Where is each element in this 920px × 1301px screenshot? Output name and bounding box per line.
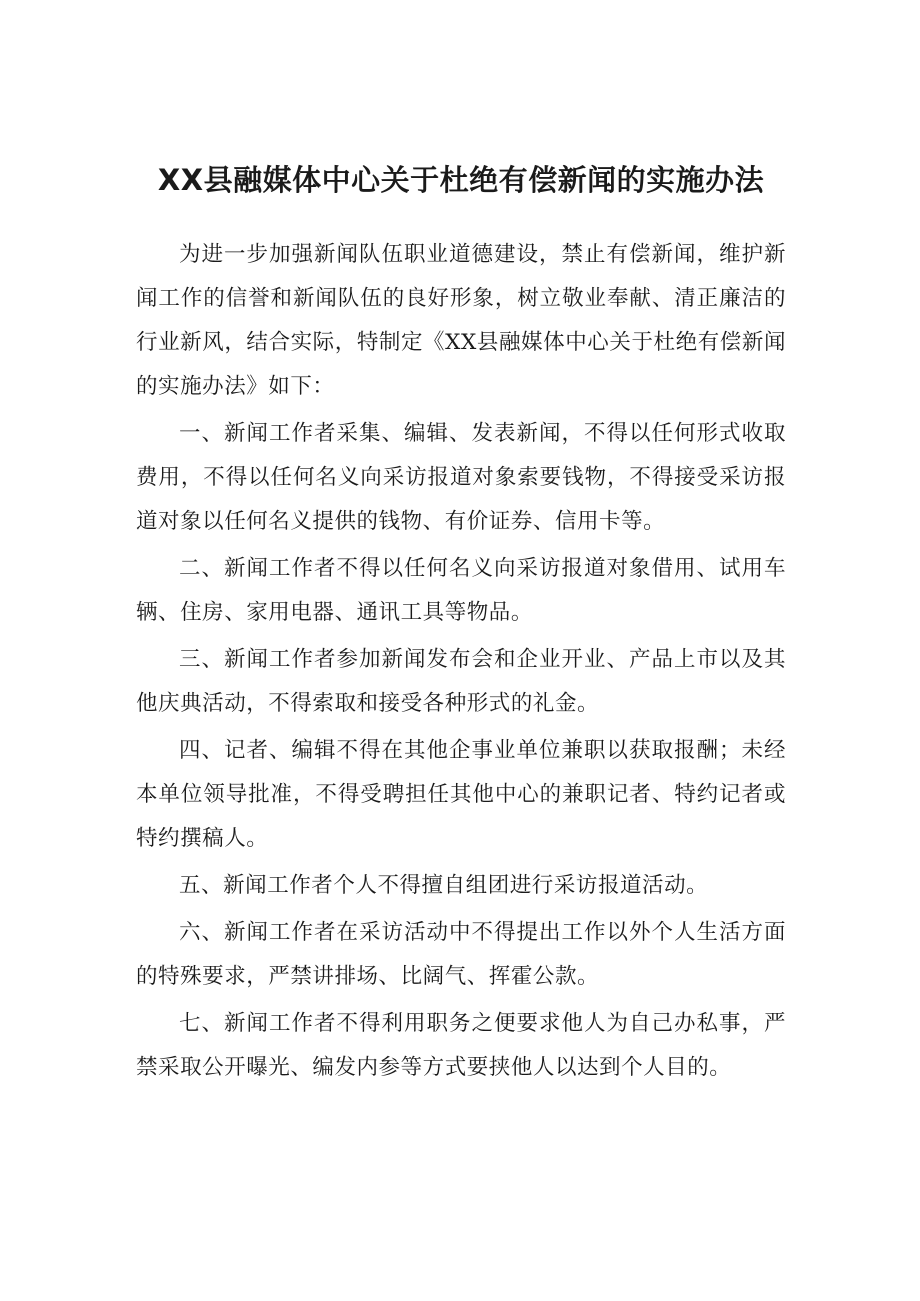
article-4: 四、记者、编辑不得在其他企事业单位兼职以获取报酬；未经本单位领导批准，不得受聘担任其他中心的兼职记者、特约记者或特约撰稿人。	[136, 738, 786, 851]
article-7: 七、新闻工作者不得利用职务之便要求他人为自己办私事，严禁采取公开曝光、编发内参等方式要挟他人以达到个人目的。	[136, 1011, 786, 1080]
article-3: 三、新闻工作者参加新闻发布会和企业开业、产品上市以及其他庆典活动，不得索取和接受各种形式的礼金。	[136, 647, 786, 716]
article-2: 二、新闻工作者不得以任何名义向采访报道对象借用、试用车辆、住房、家用电器、通讯工具等物品。	[136, 556, 786, 625]
document-body	[136, 233, 786, 1093]
intro-paragraph: 为进一步加强新闻队伍职业道德建设，禁止有偿新闻，维护新闻工作的信誉和新闻队伍的良好形象，树立敬业奉献、清正廉洁的行业新风，结合实际，特制定《XX县融媒体中心关于杜绝有偿新闻的实施办法》如下：	[136, 242, 786, 399]
document-title: XX县融媒体中心关于杜绝有偿新闻的实施办法	[157, 163, 765, 197]
article-5: 五、新闻工作者个人不得擅自组团进行采访报道活动。	[179, 873, 709, 898]
article-6: 六、新闻工作者在采访活动中不得提出工作以外个人生活方面的特殊要求，严禁讲排场、比阔气、挥霍公款。	[136, 920, 786, 989]
article-1: 一、新闻工作者采集、编辑、发表新闻，不得以任何形式收取费用，不得以任何名义向采访报道对象索要钱物，不得接受采访报道对象以任何名义提供的钱物、有价证券、信用卡等。	[136, 421, 786, 534]
